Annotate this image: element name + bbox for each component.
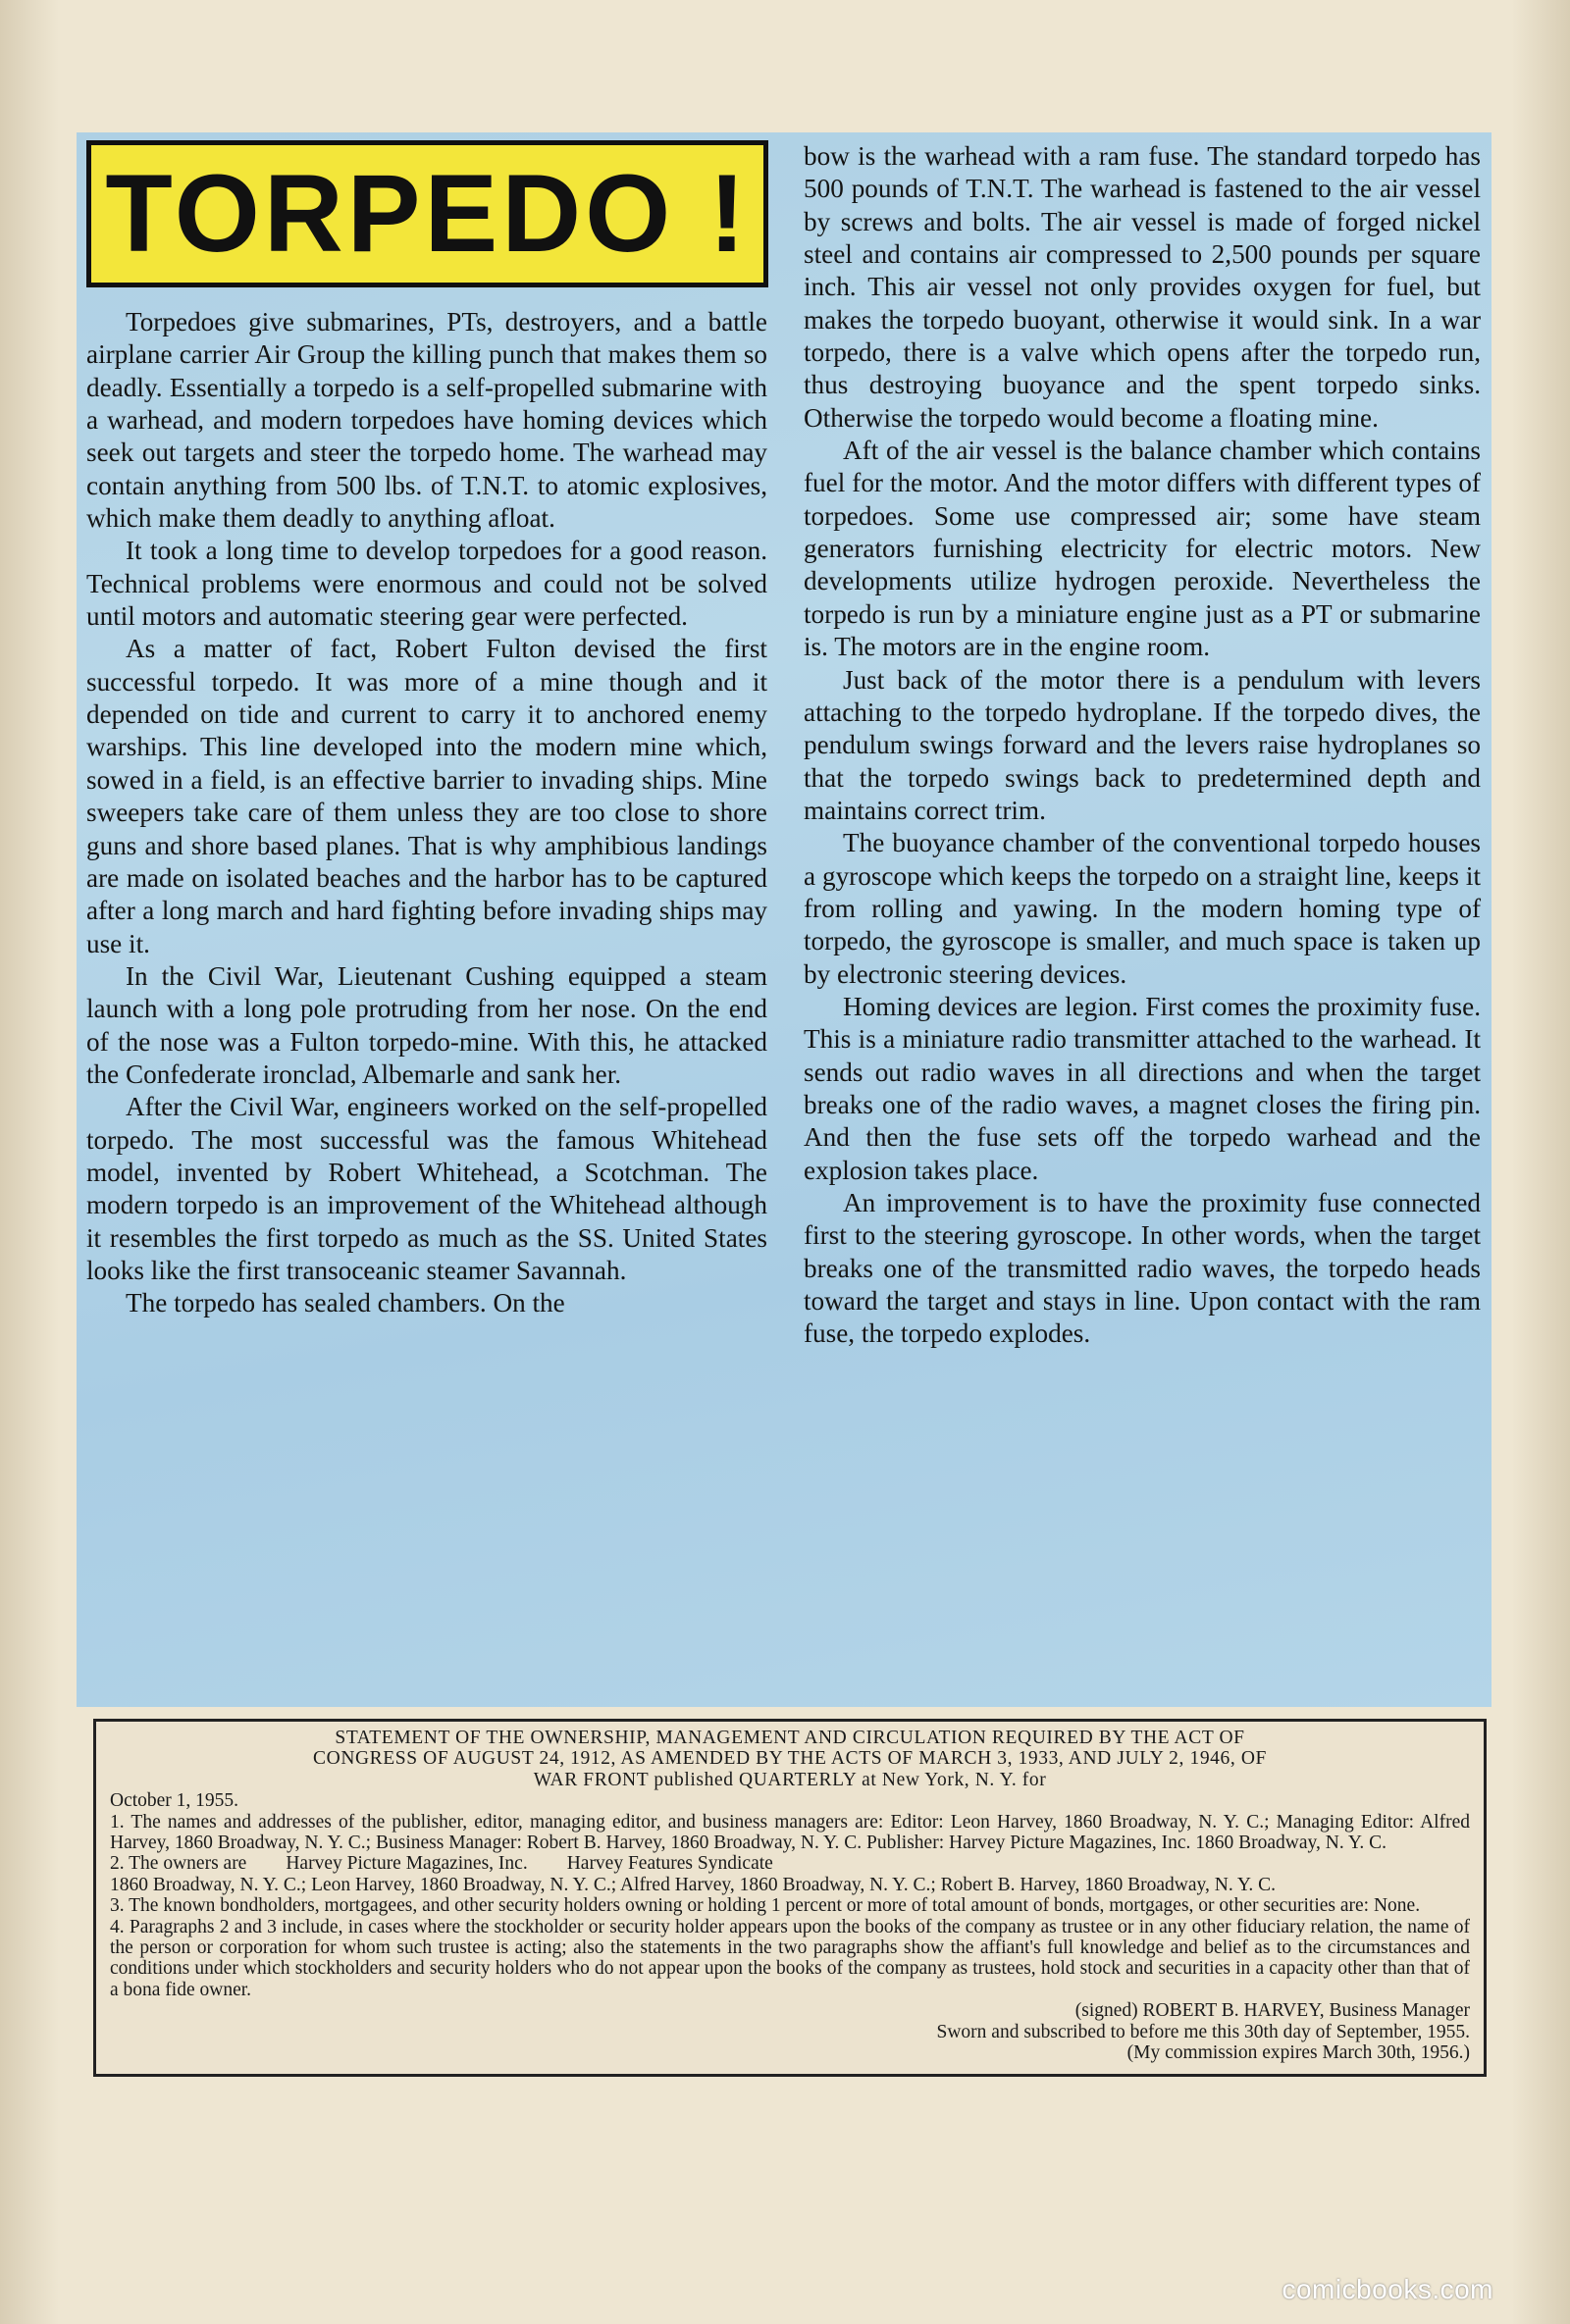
left-column: [86, 306, 767, 1320]
left-paragraph-1: Torpedoes give submarines, PTs, destroyers, and a battle airplane carrier Air Group the killing punch that makes them so deadly. Essentially a torpedo is a self-propelled submarine with a warhead, and modern torpedoes have homing devices which seek out targets and steer the torpedo home. The warhead may contain anything from 500 lbs. of T.N.T. to atomic explosives, which make them deadly to anything afloat.: [86, 307, 767, 534]
right-column: [804, 140, 1481, 1351]
statement-owners-row: [110, 1853, 1470, 1874]
right-paragraph-3: The buoyance chamber of the conventional torpedo houses a gyroscope which keeps the torpedo on a straight line, keeps it from rolling and yawing. In the modern homing type of torpedo, the gyroscope is smaller, and much space is taken up by electronic steering devices.: [804, 828, 1481, 989]
statement-item-1: 1. The names and addresses of the publisher, editor, managing editor, and business managers are: Editor: Leon Harvey, 1860 Broadway, N. Y. C.; Managing Editor: Alfred Harvey, 1860 Broadway, N. Y. C.; Business Manager: Robert B. Harvey, 1860 Broadway, N. Y. C. Publisher: Harvey Picture Magazines, Inc. 1860 Broadway, N. Y. C.: [110, 1811, 1470, 1854]
statement-signature: (signed) ROBERT B. HARVEY, Business Manager: [1074, 2000, 1470, 2022]
left-paragraph-4: In the Civil War, Lieutenant Cushing equipped a steam launch with a long pole protruding from her nose. On the end of the nose was a Fulton torpedo-mine. With this, he attacked the Confederate ironclad, Albemarle and sank her.: [86, 960, 767, 1089]
statement-heading-1: STATEMENT OF THE OWNERSHIP, MANAGEMENT AND CIRCULATION REQUIRED BY THE ACT OF: [335, 1728, 1245, 1748]
statement-heading-2: CONGRESS OF AUGUST 24, 1912, AS AMENDED BY THE ACTS OF MARCH 3, 1933, AND JULY 2, 1946, OF: [313, 1748, 1267, 1770]
statement-owner-b: Harvey Features Syndicate: [566, 1853, 773, 1875]
right-paragraph-1: Aft of the air vessel is the balance chamber which contains fuel for the motor. And the motor differs with different types of torpedoes. Some use compressed air; some have steam generators furnishing electricity for electric motors. New developments utilize hydrogen peroxide. Nevertheless the torpedo is run by a miniature engine just as a PT or submarine is. The motors are in the engine room.: [804, 436, 1481, 662]
right-continuation: bow is the warhead with a ram fuse. The standard torpedo has 500 pounds of T.N.T. The warhead is fastened to the air vessel by screws and bolts. The air vessel is made of forged nickel steel and contains air compressed to 2,500 pounds per square inch. This air vessel not only provides oxygen for fuel, but makes the torpedo buoyant, otherwise it would sink. In a war torpedo, there is a valve which opens after the torpedo run, thus destroying buoyance and the spent torpedo sinks. Otherwise the torpedo would become a floating mine.: [804, 141, 1481, 433]
statement-item-4: 4. Paragraphs 2 and 3 include, in cases where the stockholder or security holder appears upon the books of the company as trustee or in any other fiduciary relation, the name of the person or corporation for whom such trustee is acting; also the statements in the two paragraphs show the affiant's full knowledge and belief as to the circumstances and conditions under which stockholders and security holders who do not appear upon the books of the company as trustees, hold stock and securities in a capacity other than that of a bona fide owner.: [110, 1916, 1470, 2000]
ownership-statement: [93, 1719, 1487, 2077]
right-paragraph-2: Just back of the motor there is a pendulum with levers attaching to the torpedo hydroplane. If the torpedo dives, the pendulum swings forward and the levers raise hydroplanes so that the torpedo swings back to predetermined depth and maintains correct trim.: [804, 664, 1481, 825]
left-paragraph-6: The torpedo has sealed chambers. On the: [126, 1288, 565, 1318]
left-paragraph-5: After the Civil War, engineers worked on the self-propelled torpedo. The most successful was the famous Whitehead model, invented by Robert Whitehead, a Scotchman. The modern torpedo is an improvement of the Whitehead although it resembles the first torpedo as much as the SS. United States looks like the first transoceanic steamer Savannah.: [86, 1092, 767, 1285]
watermark: comicbooks.com: [1282, 2274, 1493, 2304]
statement-item-2-rest: 1860 Broadway, N. Y. C.; Leon Harvey, 1860 Broadway, N. Y. C.; Alfred Harvey, 1860 Broadway, N. Y. C.; Robert B. Harvey, 1860 Broadway, N. Y. C.: [110, 1874, 1277, 1895]
statement-item-2-label: 2. The owners are: [110, 1853, 247, 1875]
statement-commission: (My commission expires March 30th, 1956.): [1126, 2042, 1470, 2064]
statement-item-3: 3. The known bondholders, mortgagees, and other security holders owning or holding 1 percent or more of total amount of bonds, mortgages, or other securities are: None.: [110, 1895, 1421, 1917]
title-box: [86, 140, 768, 287]
statement-heading-3: WAR FRONT published QUARTERLY at New York, N. Y. for: [533, 1769, 1047, 1790]
right-paragraph-5: An improvement is to have the proximity fuse connected first to the steering gyroscope. In other words, when the target breaks one of the transmitted radio waves, the torpedo heads toward the target and stays in line. Upon contact with the ram fuse, the torpedo explodes.: [804, 1188, 1481, 1349]
page-title: TORPEDO !: [105, 152, 750, 275]
statement-owner-a: Harvey Picture Magazines, Inc.: [286, 1853, 528, 1875]
left-paragraph-2: It took a long time to develop torpedoes for a good reason. Technical problems were enormous and could not be solved until motors and automatic steering gear were perfected.: [86, 536, 767, 632]
right-paragraph-4: Homing devices are legion. First comes the proximity fuse. This is a miniature radio transmitter attached to the warhead. It sends out radio waves in all directions and when the target breaks one of the radio waves, a magnet closes the firing pin. And then the fuse sets off the torpedo warhead and the explosion takes place.: [804, 991, 1481, 1185]
statement-sworn: Sworn and subscribed to before me this 30th day of September, 1955.: [936, 2021, 1470, 2042]
left-paragraph-3: As a matter of fact, Robert Fulton devised the first successful torpedo. It was more of a mine though and it depended on tide and current to carry it to anchored enemy warships. This line developed into the modern mine which, sowed in a field, is an effective barrier to invading ships. Mine sweepers take care of them unless they are too close to shore guns and shore based planes. That is why amphibious landings are made on isolated beaches and the harbor has to be captured after a long march and hard fighting before invading ships may use it.: [86, 634, 767, 958]
statement-date: October 1, 1955.: [110, 1790, 239, 1812]
